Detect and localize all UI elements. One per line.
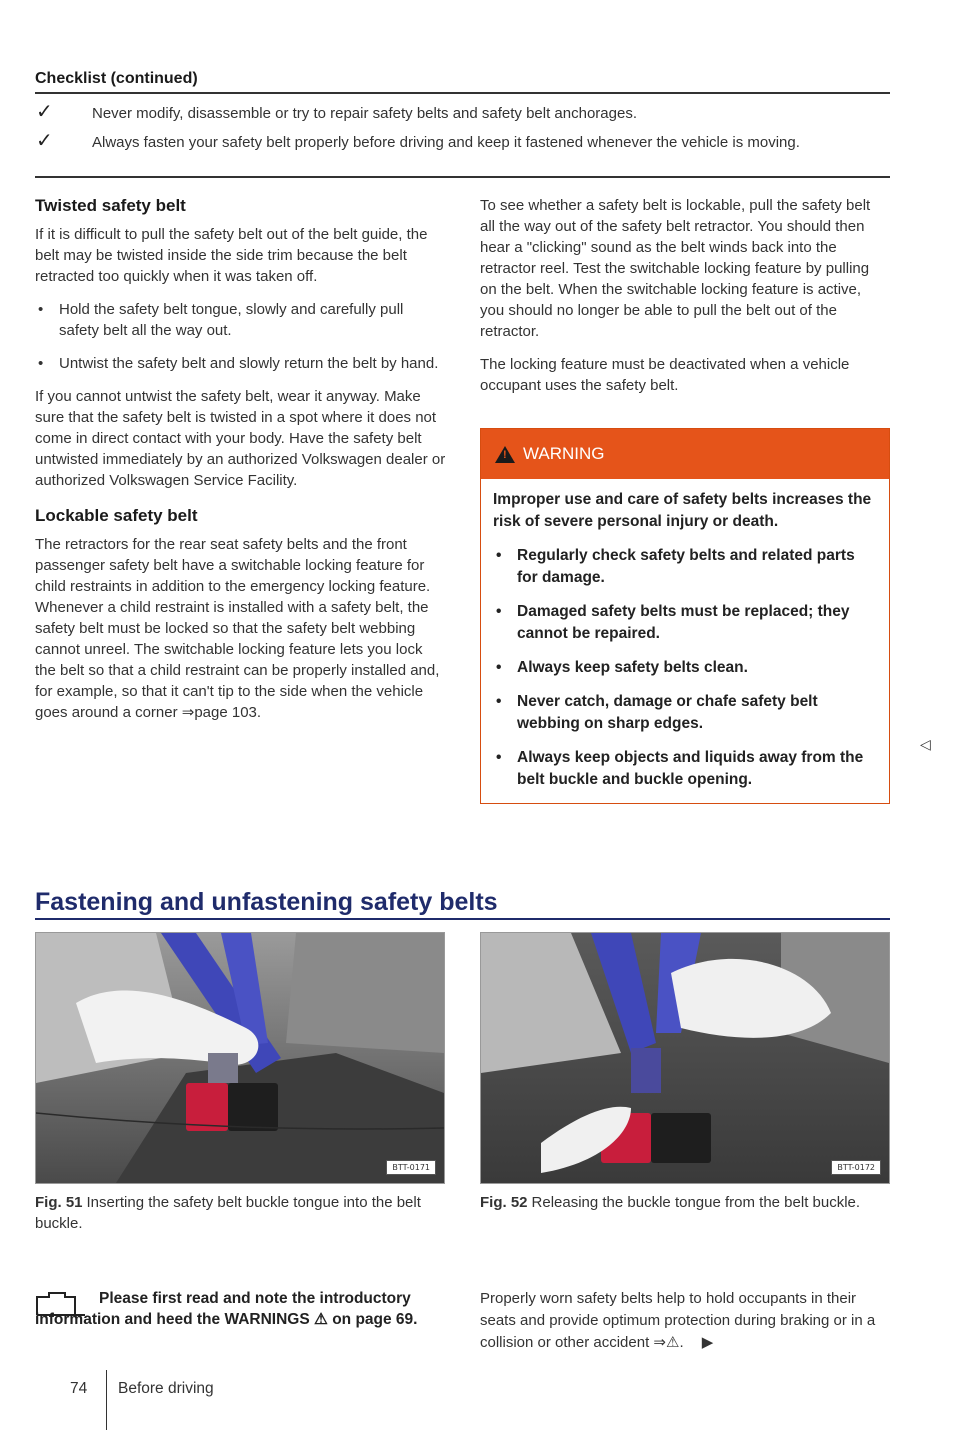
section-rule (35, 918, 890, 920)
twisted-intro: If it is difficult to pull the safety belt out of the belt guide, the belt may be twisted inside the side trim because the belt retracted too quickly when it was taken off. (35, 226, 428, 285)
warning-body (481, 479, 889, 803)
footer-section: Before driving (118, 1380, 214, 1397)
warning-bullet: • Regularly check safety belts and related parts for damage. (493, 545, 877, 589)
figure-51-image (35, 932, 445, 1184)
warning-header (481, 429, 889, 479)
figure-51-number: Fig. 51 (35, 1194, 83, 1211)
lockable-test-text: To see whether a safety belt is lockable, pull the safety belt all the way out of the safety belt retractor. You should then hear a "clicking" sound as the belt winds back into the retractor reel. Test the switchable locking feature by pulling on the belt. When the switchable locking feature is active, you should no longer be able to pull the belt out of the retractor. (480, 197, 871, 340)
book-icon (35, 1291, 87, 1317)
page-number: 74 (70, 1380, 88, 1397)
right-column (480, 195, 888, 408)
checkmark-icon: ✓ (36, 130, 53, 152)
buckle-release-illustration (481, 933, 889, 1183)
warning-bullet: • Always keep safety belts clean. (493, 657, 877, 679)
figure-52-text: Releasing the buckle tongue from the belt buckle. (531, 1194, 861, 1211)
figure-52-id: BTT-0172 (831, 1160, 881, 1175)
twisted-belt-heading: Twisted safety belt (35, 196, 186, 215)
checklist-item (36, 132, 886, 154)
warning-bullet: • Damaged safety belts must be replaced; they cannot be repaired. (493, 601, 877, 645)
warning-bullet: • Always keep objects and liquids away from the belt buckle and buckle opening. (493, 747, 877, 791)
twisted-bullet: • Untwist the safety belt and slowly return the belt by hand. (35, 353, 447, 374)
figure-52-number: Fig. 52 (480, 1194, 528, 1211)
checklist-text: Always fasten your safety belt properly before driving and keep it fastened whenever the vehicle is moving. (92, 134, 800, 151)
warning-triangle-icon: ! (495, 446, 515, 463)
right-bottom-text-block (480, 1288, 888, 1354)
figure-51-id: BTT-0171 (386, 1160, 436, 1175)
buckle-insert-illustration (36, 933, 444, 1183)
warning-title: WARNING (523, 444, 605, 463)
figure-52-image (480, 932, 890, 1184)
intro-note (35, 1288, 445, 1330)
continue-icon: ▶ (701, 1334, 714, 1351)
checklist-item (36, 103, 886, 125)
lockable-text: The retractors for the rear seat safety belts and the front passenger safety belt have a switchable locking feature for child restraints in addition to the emergency locking feature. Whenever a child restraint is installed with a safety belt, the safety belt must be locked so that the safety belt webbing cannot unreel. The switchable locking feature lets you lock the belt so that a child restraint can be properly installed and, for example, so that it can't tip to the side when the vehicle goes around a corner ⇒page 103. (35, 536, 440, 721)
checklist-text: Never modify, disassemble or try to repair safety belts and safety belt anchorages. (92, 105, 637, 122)
warning-bullet: • Never catch, damage or chafe safety belt webbing on sharp edges. (493, 691, 877, 735)
checklist-heading: Checklist (continued) (35, 70, 198, 87)
warning-box (480, 428, 890, 804)
checklist-bottom-rule (35, 176, 890, 178)
lockable-deactivate-text: The locking feature must be deactivated when a vehicle occupant uses the safety belt. (480, 356, 850, 394)
warning-lead: Improper use and care of safety belts increases the risk of severe personal injury or death. (493, 491, 872, 530)
lockable-belt-heading: Lockable safety belt (35, 506, 198, 525)
twisted-bullet: • Hold the safety belt tongue, slowly and carefully pull safety belt all the way out. (35, 299, 447, 341)
figure-52-caption (480, 1192, 890, 1213)
right-bottom-text: Properly worn safety belts help to hold occupants in their seats and provide optimum protection during braking or in a collision or other accident ⇒⚠. (480, 1290, 876, 1351)
section-end-icon: ◁ (920, 736, 931, 752)
checkmark-icon: ✓ (36, 101, 53, 123)
footer-separator (106, 1370, 107, 1430)
header-rule (35, 92, 890, 94)
left-column (35, 195, 447, 735)
figure-51-caption (35, 1192, 445, 1234)
twisted-outro: If you cannot untwist the safety belt, wear it anyway. Make sure that the safety belt is twisted in a spot where it does not come in direct contact with your body. Have the safety belt untwisted immediately by an authorized Volkswagen dealer or authorized Volkswagen Service Facility. (35, 388, 446, 489)
figure-51-text: Inserting the safety belt buckle tongue into the belt buckle. (35, 1194, 421, 1232)
intro-note-text: Please first read and note the introductory information and heed the WARNINGS ⚠ on page 69. (35, 1290, 418, 1328)
section-title: Fastening and unfastening safety belts (35, 888, 498, 916)
